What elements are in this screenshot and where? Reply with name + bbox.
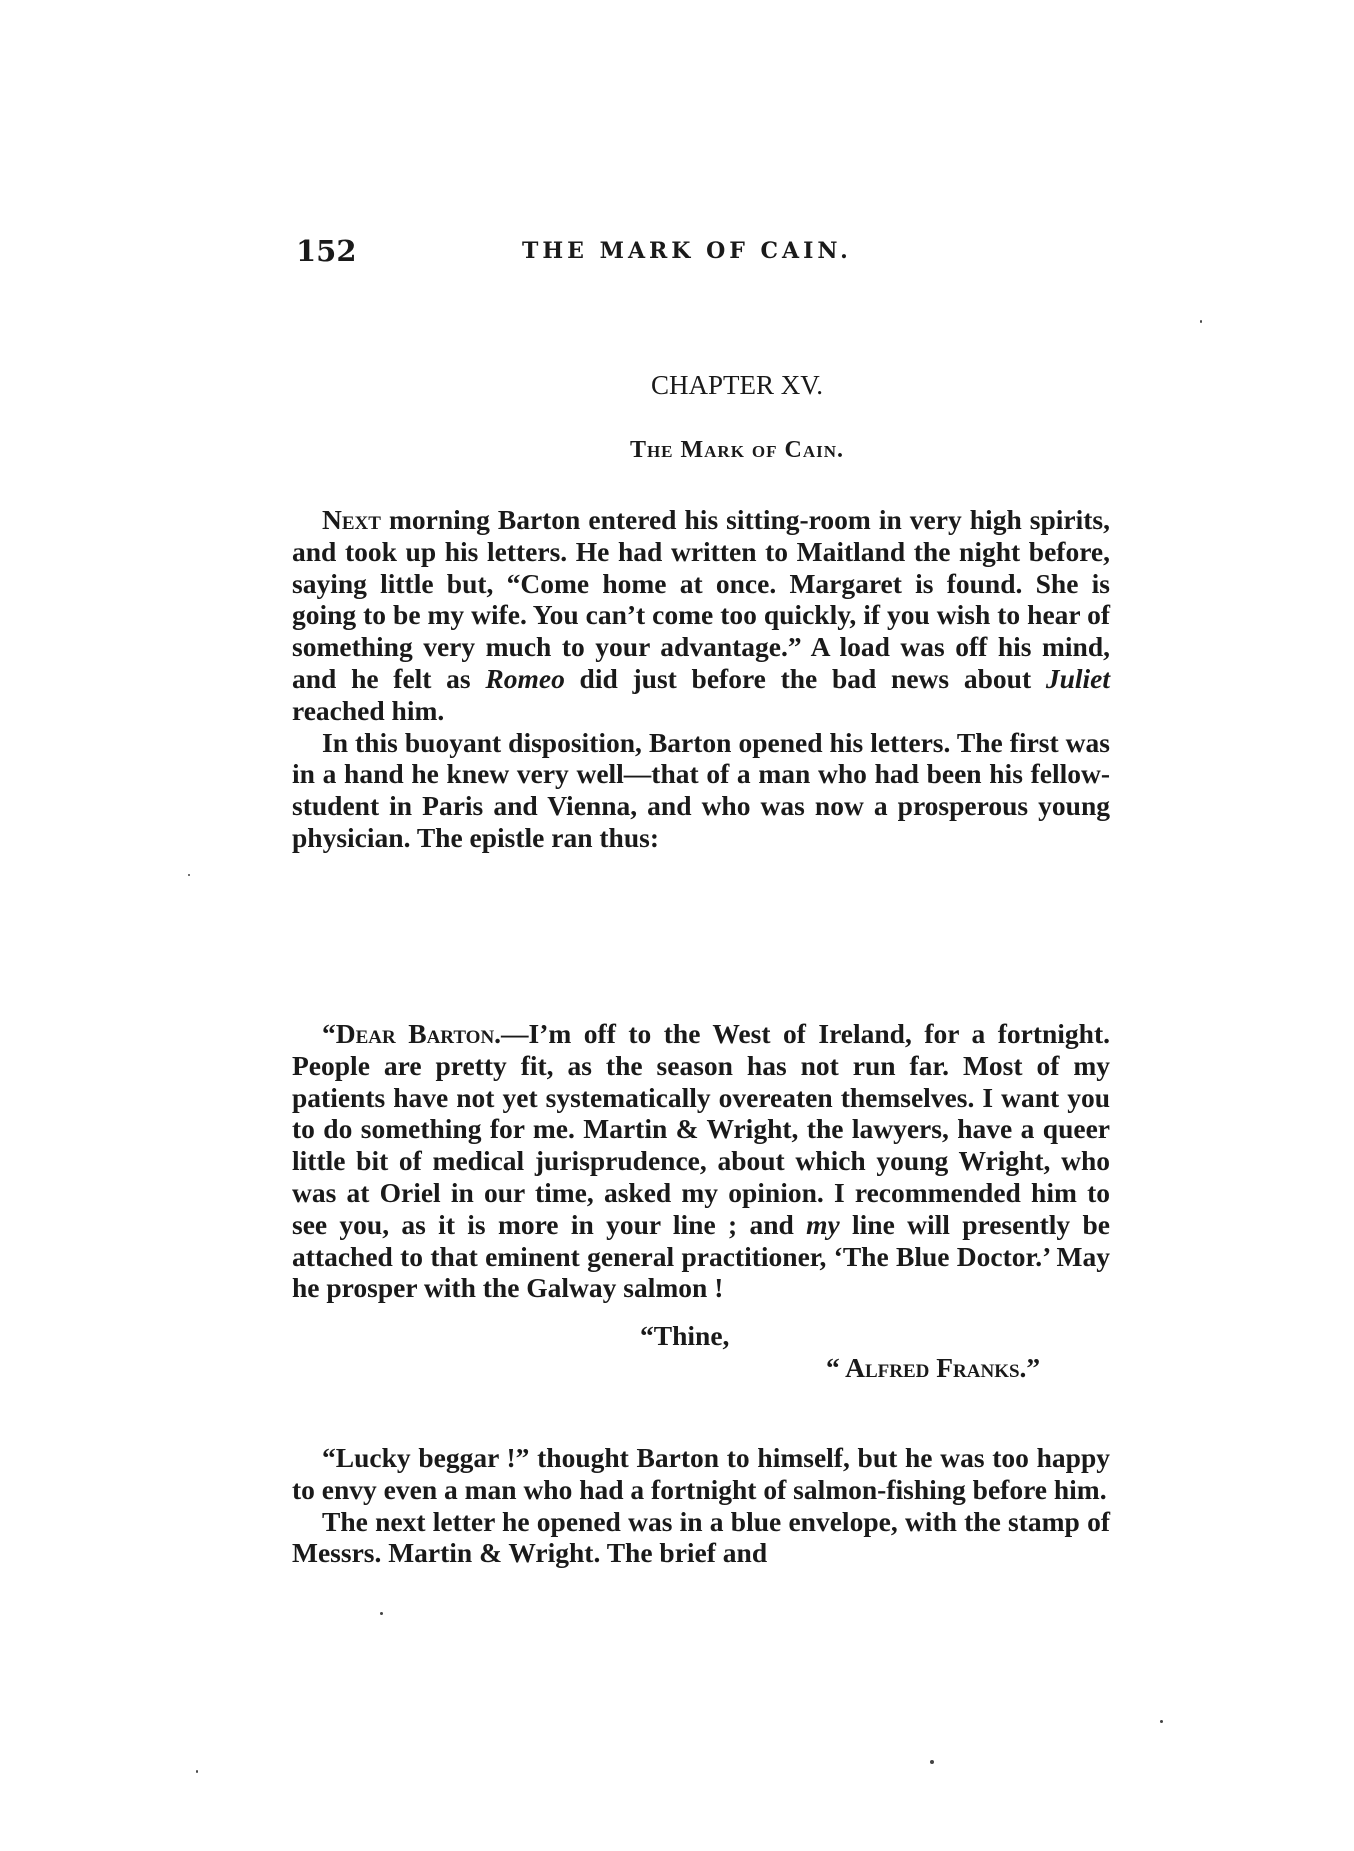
page-number: 152 [296, 234, 357, 268]
romeo-italic: Romeo [485, 662, 565, 694]
paragraph-1-mid: did just before the bad news about [564, 662, 1046, 694]
my-italic: my [806, 1208, 840, 1240]
speck-mark [380, 1612, 383, 1615]
paragraph-1-text: morning Barton entered his sitting-room in very high spirits, and took up his letters. He had written to Maitland the night before, saying little but, “Come home at once. Margaret is found. She is going to be my wife. You can’t come too quickly, if you wish to hear of something very much to your advantage.” A load was off his mind, and he felt as [292, 504, 1110, 694]
closing-section [292, 1442, 1110, 1569]
opening-section [292, 504, 1110, 854]
speck-mark [196, 1770, 198, 1773]
letter-text-a: —I’m off to the West of Ireland, for a fortnight. People are pretty fit, as the season has not run far. Most of my patients have not yet systematically overeaten themselves. I want you to do something for me. Martin & Wright, the lawyers, have a queer little bit of medical jurisprudence, about which young Wright, who was at Oriel in our time, asked my opinion. I recommended him to see you, as it is more in your line ; and [292, 1018, 1110, 1240]
chapter-title: CHAPTER XV. [650, 370, 824, 400]
letter-body [292, 1018, 1110, 1304]
paragraph-1-lead: Next [322, 504, 381, 535]
letter-closing: “Thine, [640, 1320, 730, 1351]
paragraph-2: In this buoyant disposition, Barton opened his letters. The first was in a hand he knew very well—that of a man who had been his fellow-student in Paris and Vienna, and who was now a prosperous young physician. The epistle ran thus: [292, 726, 1110, 853]
running-title: THE MARK OF CAIN. [522, 238, 852, 264]
paragraph-1 [292, 504, 1110, 727]
paragraph-1-end: reached him. [292, 694, 445, 726]
paragraph-4: The next letter he opened was in a blue envelope, with the stamp of Messrs. Martin & Wright. The brief and [292, 1505, 1110, 1569]
letter-paragraph [292, 1018, 1110, 1304]
speck-mark [188, 874, 190, 876]
speck-mark [1160, 1720, 1163, 1723]
juliet-italic: Juliet [1045, 662, 1110, 694]
chapter-subtitle: The Mark of Cain. [629, 437, 845, 463]
speck-mark [930, 1760, 934, 1764]
letter-text-b: line will presently be attached to that eminent general practitioner, ‘The Blue Doctor.’ May he prosper with the Galway salmon ! [292, 1208, 1110, 1304]
running-head [296, 234, 1106, 274]
letter-signature: “ Alfred Franks.” [826, 1352, 1041, 1383]
speck-mark [1200, 320, 1202, 323]
letter-salutation: “Dear Barton. [322, 1018, 502, 1049]
paragraph-3: “Lucky beggar !” thought Barton to himself, but he was too happy to envy even a man who had a fortnight of salmon-fishing before him. [292, 1442, 1110, 1505]
